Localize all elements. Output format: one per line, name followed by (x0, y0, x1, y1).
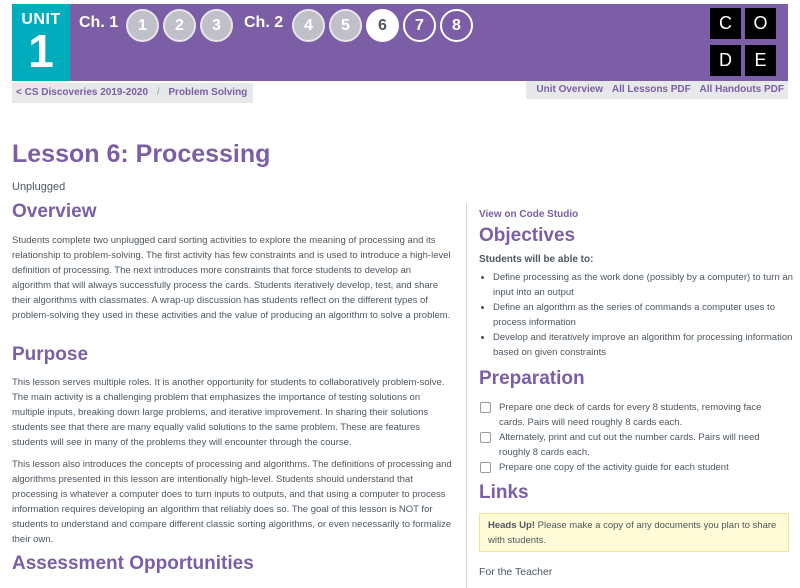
breadcrumb-chapter-link[interactable]: Problem Solving (168, 87, 248, 98)
column-divider (466, 203, 467, 588)
purpose-heading: Purpose (12, 344, 89, 365)
lesson-6-button-current[interactable]: 6 (366, 9, 399, 42)
chapter-1-label: Ch. 1 (79, 14, 119, 31)
all-lessons-pdf-link[interactable]: All Lessons PDF (611, 84, 691, 95)
heads-up-text: Please make a copy of any documents you plan to share with students. (488, 520, 777, 546)
logo-letter-c: C (710, 8, 741, 39)
checkbox[interactable] (480, 462, 491, 473)
overview-text: Students complete two unplugged card sorting activities to explore the meaning of processing and its relationship to problem-solving. The first activity has few constraints and is used to introduce a high-level definition of processing. The next introduces more constraints that force students to develop an algorithm that will always successfully process the cards. Students iteratively develop, test, and share their algorithms with classmates. A wrap-up discussion has students reflect on the different types of problem-solving they used in these activities and the value of producing an algorithm to solve a problem. (12, 235, 451, 321)
objectives-intro: Students will be able to: (479, 254, 594, 265)
preparation-item (479, 460, 789, 475)
objective-item: • Develop and iteratively improve an algorithm for processing information based on given constraints (493, 330, 800, 360)
heads-up-label: Heads Up! (488, 520, 535, 531)
breadcrumb-separator: / (156, 87, 160, 98)
links-heading: Links (479, 482, 529, 503)
preparation-item-text: Prepare one copy of the activity guide for each student (499, 462, 729, 473)
lesson-3-button[interactable]: 3 (200, 9, 233, 42)
code-org-logo[interactable] (710, 8, 780, 78)
objectives-list (479, 270, 800, 360)
lesson-type-tag: Unplugged (12, 181, 66, 193)
objectives-heading: Objectives (479, 225, 576, 246)
unit-header (12, 4, 788, 81)
logo-letter-d: D (710, 45, 741, 76)
lesson-4-button[interactable]: 4 (292, 9, 325, 42)
all-handouts-pdf-link[interactable]: All Handouts PDF (699, 84, 784, 95)
lesson-8-button[interactable]: 8 (440, 9, 473, 42)
unit-number: 1 (28, 25, 54, 77)
preparation-checklist (479, 400, 789, 475)
heads-up-notice (479, 513, 789, 552)
page-title: Lesson 6: Processing (12, 140, 271, 168)
breadcrumb (12, 83, 253, 103)
preparation-heading: Preparation (479, 368, 585, 389)
lesson-2-button[interactable]: 2 (163, 9, 196, 42)
preparation-item (479, 400, 789, 430)
chapter-2-label: Ch. 2 (244, 14, 284, 31)
lesson-5-button[interactable]: 5 (329, 9, 362, 42)
logo-letter-e: E (745, 45, 776, 76)
resource-links (526, 81, 788, 99)
lesson-7-button[interactable]: 7 (403, 9, 436, 42)
purpose-paragraph-2: This lesson also introduces the concepts of processing and algorithms. The definitions of processing and algorithms presented in this lesson are intentionally high-level. Students should understand that processing is whatever a computer does to turn inputs to outputs, and that using a computer to process information requires developing an algorithm that reliably does so. The goal of this lesson is NOT for students to understand and compare different classic sorting algorithms, or even necessarily to formalize their own. (12, 459, 452, 545)
unit-label: UNIT (21, 11, 61, 28)
preparation-item-text: Prepare one deck of cards for every 8 students, removing face cards. Pairs will need roughly 8 cards each. (499, 402, 762, 428)
logo-letter-o: O (745, 8, 776, 39)
unit-overview-link[interactable]: Unit Overview (536, 84, 604, 95)
purpose-paragraph-1: This lesson serves multiple roles. It is another opportunity for students to collaboratively problem-solve. The main activity is a challenging problem that emphasizes the importance of testing solutions on multiple inputs, breaking down large problems, and iterative improvement. In sharing their solutions students see that there are many equally valid solutions to the same problem. These are features students will see in many of the problems they will encounter through the course. (12, 377, 445, 448)
preparation-item (479, 430, 789, 460)
objective-item: • Define processing as the work done (possibly by a computer) to turn an input into an output (493, 270, 800, 300)
objective-item: • Define an algorithm as the series of commands a computer uses to process information (493, 300, 800, 330)
overview-heading: Overview (12, 201, 97, 222)
checkbox[interactable] (480, 432, 491, 443)
unit-badge[interactable] (12, 4, 70, 81)
breadcrumb-course-link[interactable]: < CS Discoveries 2019-2020 (16, 87, 149, 98)
view-on-code-studio-link[interactable]: View on Code Studio (479, 209, 579, 220)
assessment-heading: Assessment Opportunities (12, 553, 254, 574)
lesson-1-button[interactable]: 1 (126, 9, 159, 42)
preparation-item-text: Alternately, print and cut out the number cards. Pairs will need roughly 8 cards each. (499, 432, 760, 458)
checkbox[interactable] (480, 402, 491, 413)
for-the-teacher-label: For the Teacher (479, 566, 553, 578)
